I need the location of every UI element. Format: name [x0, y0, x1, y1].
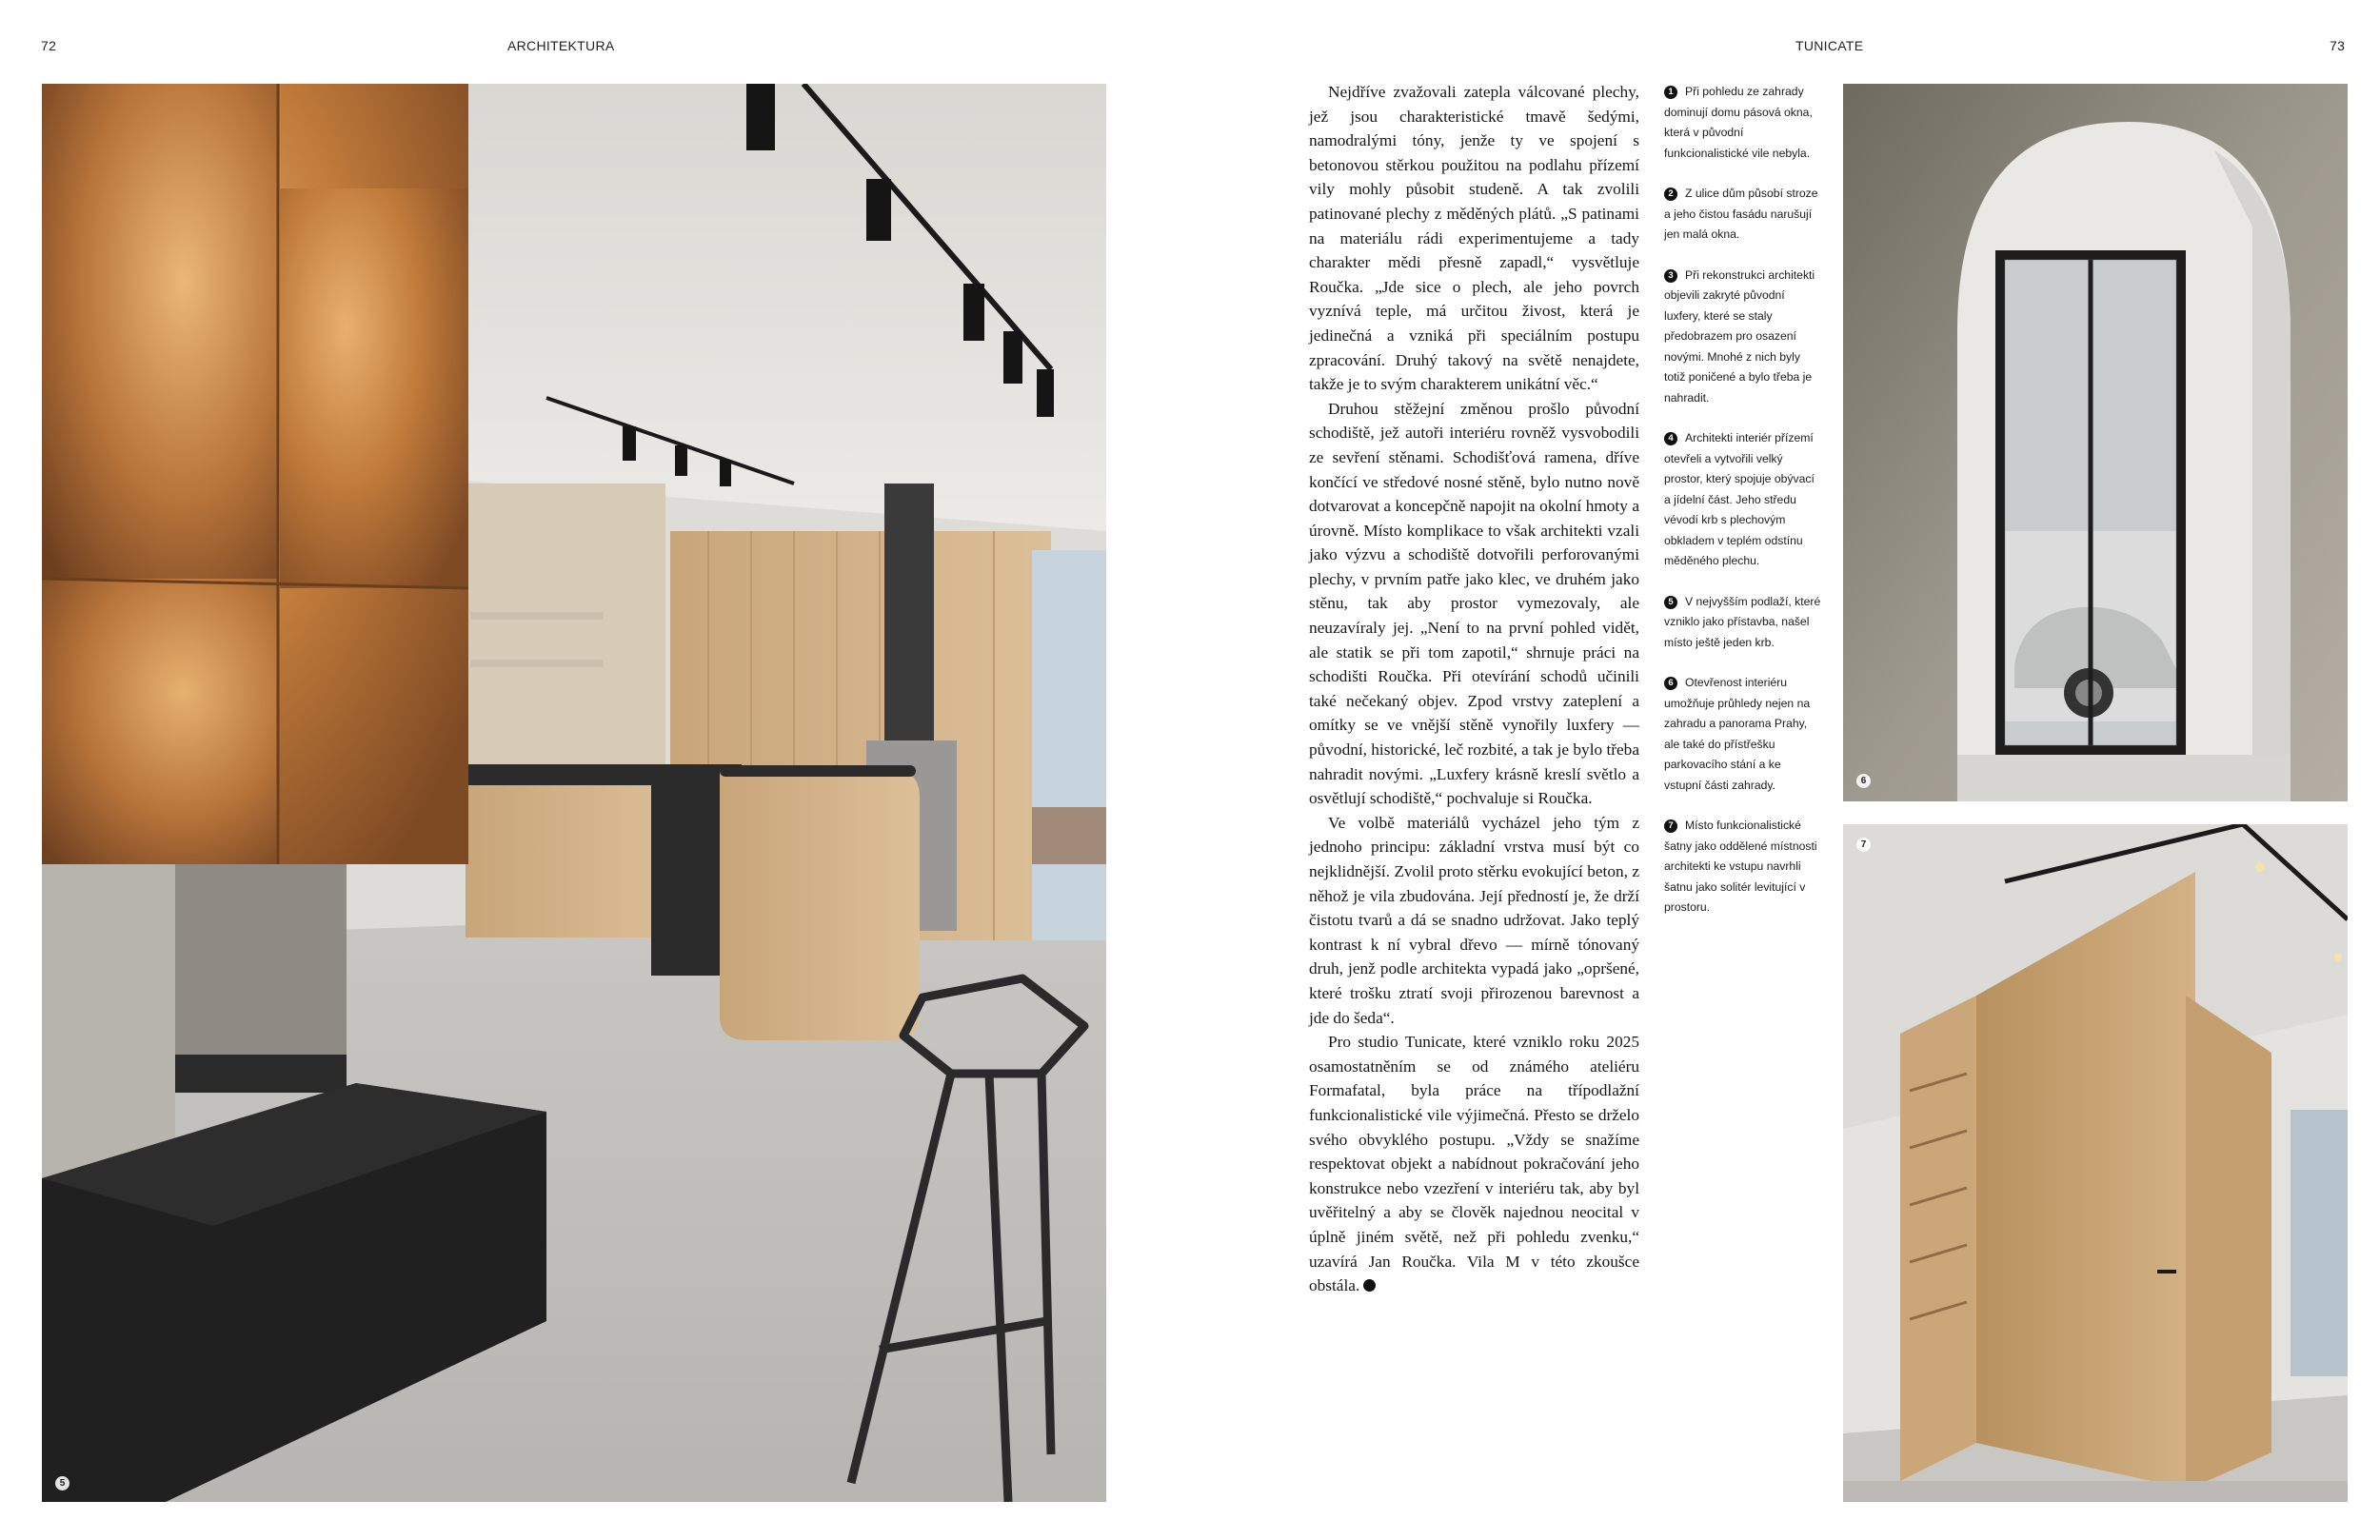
- caption-text: Otevřenost interiéru umožňuje průhledy nejen na zahradu a panorama Prahy, ale také do přístřešku parkovacího stání a ke vstupní části zahrady.: [1664, 676, 1811, 792]
- photo-number-badge: 7: [1856, 838, 1871, 852]
- right-section-title: TUNICATE: [1795, 38, 1864, 53]
- caption-text: Při rekonstrukci architekti objevili zakryté původní luxfery, které se staly předobrazem pro osazení novými. Mnohé z nich byly totiž poničené a bylo třeba je nahradit.: [1664, 267, 1815, 405]
- left-section-title: ARCHITEKTURA: [507, 38, 615, 53]
- caption-number-badge: 4: [1664, 432, 1677, 445]
- body-paragraph-text: Pro studio Tunicate, které vzniklo roku 2025 osamostatněním se od známého ateliéru Formafatal, byla práce na třípodlažní funkcionalistické vile výjimečná. Přesto se drželo svého obvyklého postupu. „Vždy se snažíme respektovat objekt a nabídnout pokračování jeho konstrukce nebo vzezření v interiéru tak, aby byl uvěřitelný a aby se člověk najednou neocital v úplně jiném světě, než při pohledu zvenku,“ uzavírá Jan Roučka. Vila M v této zkoušce obstála.: [1309, 1033, 1639, 1295]
- caption-text: Z ulice dům působí stroze a jeho čistou fasádu narušují jen malá okna.: [1664, 187, 1818, 241]
- body-paragraph: [1309, 1030, 1639, 1298]
- body-paragraph: Nejdříve zvažovali zatepla válcované plechy, jež jsou charakteristické tmavě šedými, namodralými tóny, jenže ty ve spojení s betonovou stěrkou použitou na podlahu přízemí vily mohly působit studeně. A tak zvolili patinované plechy z měděných plátů. „S patinami na materiálu rádi experimentujeme a tady charakter mědi přesně zapadl,“ vysvětluje Roučka. „Jde sice o plech, ale jeho povrch vyznívá teple, má určitou živost, která je jedinečná a vzniká při speciálním postupu zpracování. Druhý takový na světě nenajdete, takže je to svým charakterem unikátní věc.“: [1309, 83, 1639, 394]
- caption-text: Místo funkcionalistické šatny jako oddělené místnosti architekti ke vstupu navrhli šatnu jako solitér levitující v prostoru.: [1664, 819, 1817, 914]
- caption-item: [1664, 266, 1821, 409]
- interior-fireplace-photo: [42, 84, 1106, 1502]
- photo-number-badge: 5: [55, 1476, 69, 1491]
- left-page-number: 72: [41, 38, 57, 53]
- caption-number-badge: 5: [1664, 596, 1677, 609]
- photo-number-badge: 6: [1856, 774, 1871, 788]
- caption-number-badge: 2: [1664, 188, 1677, 201]
- body-paragraph: Ve volbě materiálů vycházel jeho tým z jednoho principu: základní vrstva musí být co nejklidnější. Zvolil proto stěrku evokující beton, z něhož je vila zbudována. Její předností je, že drží čistotu tvarů a dá se snadno udržovat. Jako teplý kontrast k ní vybral dřevo — mírně tónovaný druh, jenž podle architekta vypadá jako „opršené, které trošku ztratí svoji přirozenou barevnost a jde do šeda“.: [1309, 813, 1639, 1027]
- caption-item: [1664, 82, 1821, 164]
- caption-number-badge: 7: [1664, 819, 1677, 833]
- caption-number-badge: 1: [1664, 86, 1677, 99]
- caption-text: Architekti interiér přízemí otevřeli a vytvořili velký prostor, který spojuje obývací a jídelní část. Jeho středu vévodí krb s plechovým obkladem v teplém odstínu měděného plechu.: [1664, 431, 1815, 567]
- caption-text: Při pohledu ze zahrady dominují domu pásová okna, která v původní funkcionalistické vile nebyla.: [1664, 85, 1813, 160]
- caption-item: [1664, 428, 1821, 572]
- caption-item: [1664, 816, 1821, 918]
- right-page-number: 73: [2330, 38, 2346, 53]
- caption-item: [1664, 184, 1821, 246]
- article-body: [1309, 80, 1639, 1298]
- photo-captions: [1664, 82, 1821, 938]
- caption-text: V nejvyšším podlaží, které vzniklo jako přístavba, našel místo ještě jeden krb.: [1664, 594, 1821, 649]
- caption-item: [1664, 592, 1821, 654]
- article-end-mark-icon: [1363, 1279, 1376, 1292]
- caption-number-badge: 6: [1664, 677, 1677, 690]
- arched-doorway-photo: [1843, 84, 2348, 801]
- wardrobe-photo: [1843, 824, 2348, 1502]
- caption-number-badge: 3: [1664, 269, 1677, 283]
- caption-item: [1664, 673, 1821, 796]
- body-paragraph: Druhou stěžejní změnou prošlo původní schodiště, jež autoři interiéru rovněž vysvobodili ze sevření stěnami. Schodišťová ramena, dříve končící ve středové nosné stěně, bylo nutno nově dotvarovat a koncepčně napojit na okolní hmoty a úrovně. Místo komplikace to však architekti vzali jako výzvu a schodiště dotvořili perforovanými plechy, v prvním patře jako klec, ve druhém jako stěnu, tak aby prostor vymezovaly, ale neuzavíraly jej. „Není to na první pohled vidět, ale statik se při tom zapotil,“ shrnuje práci na schodišti Roučka. Při otevírání schodů učinili také nečekaný objev. Zpod vrstvy zateplení a omítky se ve vnější stěně vynořily luxfery — původní, historické, leč rozbité, a tak je bylo třeba nahradit novými. „Luxfery krásně kreslí světlo a osvětlují schodiště,“ pochvaluje si Roučka.: [1309, 399, 1639, 808]
- interior-fireplace-illustration: [42, 84, 1106, 1502]
- wardrobe-illustration: [1843, 824, 2348, 1502]
- arched-doorway-illustration: [1843, 84, 2348, 801]
